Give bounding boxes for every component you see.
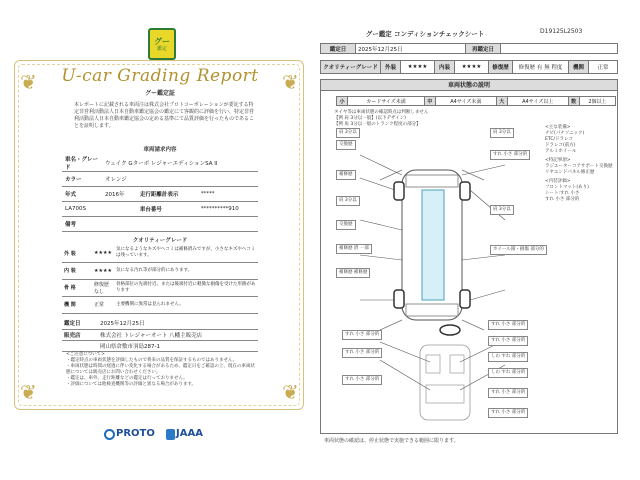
- condition-diagram-heading: 車両状態の説明: [320, 79, 618, 91]
- damage-callout: 交換歴: [336, 140, 356, 150]
- damage-callout: すれ 小さ 部分的: [488, 336, 528, 346]
- table-row: カラー オレンジ: [62, 172, 258, 187]
- report-title: U-car Grading Report: [61, 66, 259, 86]
- table-row: 備考: [62, 217, 258, 232]
- damage-callout: 補修歴 済 一部: [336, 244, 372, 254]
- callout-line: [360, 155, 402, 175]
- sheet-head-table: [320, 43, 618, 54]
- car-hood: [406, 175, 458, 187]
- seat-front-right: [450, 355, 464, 373]
- damage-callout: すれ 小さ 部分的: [488, 320, 528, 330]
- table-row: 小 カードサイズ未満 中 A4サイズ未満 大 A4サイズ以上 数 2個以上: [337, 97, 616, 106]
- damage-callout: 交換歴: [336, 220, 356, 230]
- damage-callout: すれ 小さ 部分的: [342, 348, 382, 358]
- callout-line: [360, 255, 402, 260]
- table-row: LA700S 車台番号 **********910: [62, 202, 258, 217]
- wheel-rear-right-icon: [460, 290, 470, 308]
- table-row: 機 関 正常 主要機関に異常は見られません。: [62, 296, 258, 313]
- car-roof-glass: [422, 190, 444, 300]
- seat-front-left: [426, 355, 440, 373]
- damage-callout: 肩 3分以: [336, 196, 360, 206]
- table-row: 内 装 ★★★★ 気になる汚れ等が部分的にあります。: [62, 262, 258, 279]
- damage-callout: しわ すれ 部分的: [488, 368, 528, 378]
- callout-line: [462, 165, 505, 175]
- damage-callout: 肩 3分以: [490, 205, 514, 215]
- damage-callout: しわ すれ 部分的: [488, 352, 528, 362]
- damage-callout: すれ 小さ 部分的: [490, 150, 530, 160]
- wheel-rear-left-icon: [394, 290, 404, 308]
- table-row: 鑑定日 2025年12月25日: [62, 318, 258, 329]
- table-row: 骨 格 修復歴なし 骨格部位の先端付近、または後端付近に軽微な損傷を受けた形跡があります: [62, 279, 258, 296]
- equipment-notes: <主な装備> ナビ(パナソニック) ETC/ドラレコ ドラレコ(前方) アルミホイール <特記事項> ラジエーターコアサポート交換歴 リヤエンドパネル修正歴 <内装評価> フロントマット(あり) シート:すれ 小さ すれ 小さ 部分的: [545, 125, 613, 202]
- damage-callout: ホイール錆・損傷 部分的: [490, 245, 547, 255]
- damage-callout: すれ 小さ 部分的: [342, 375, 382, 385]
- callout-line: [380, 360, 430, 390]
- appraisal-info-table: [62, 318, 258, 352]
- table-row: 年式 2016年 走行距離計表示 *****: [62, 187, 258, 202]
- damage-callout: 肩 3分以: [490, 128, 514, 138]
- goo-kantei-logo: グー 鑑定: [148, 28, 176, 60]
- proto-logo-icon: [104, 429, 115, 440]
- sheet-code: D19125L2503: [540, 28, 583, 35]
- table-row: 販売店 株式会社 トレジャーオート 八幡主販売店: [62, 329, 258, 340]
- report-intro: 本レポートに記載される車両注は株式会社プロトコーポレーションが委託する特定非営利活動法人日本自動車鑑定協会の鑑定にて客観的に評価を行い、特定非営利活動法人日本自動車鑑定協会の定める基準にて品質評価を行ったものであることを証明します。: [74, 102, 255, 129]
- damage-size-legend: [336, 96, 616, 106]
- sheet-grade-table: [320, 60, 618, 74]
- corner-ornament-icon: ❦: [20, 380, 37, 404]
- damage-callout: 肩 3分以: [336, 128, 360, 138]
- callout-line: [360, 178, 395, 190]
- sheet-title: グー鑑定 コンディションチェックシート: [365, 30, 485, 38]
- damage-callout: 補修歴 補修歴: [336, 268, 370, 278]
- vehicle-section-heading: 車両請求内容: [143, 147, 177, 153]
- quality-grade-table: [62, 245, 258, 314]
- vehicle-info-table: [62, 155, 258, 232]
- jaaa-logo-icon: [166, 429, 175, 440]
- wheel-front-left-icon: [394, 182, 404, 200]
- table-row: クオリティーグレード 外装 ★★★★ 内装 ★★★★ 修復歴 修復歴 有 無 程度 機関 正常: [321, 61, 618, 74]
- corner-ornament-icon: ❦: [282, 380, 299, 404]
- grading-report-panel: [0, 0, 318, 480]
- report-subtitle: グー鑑定証: [144, 90, 175, 97]
- steering-wheel-icon: [440, 325, 460, 335]
- quality-section-heading: クオリティーグレード: [132, 238, 188, 244]
- damage-callout: すれ 小さ 部分的: [488, 408, 528, 418]
- report-notes: <ご注意について> ・鑑定時点の車両状態を評価したもので将来の品質を保証するものではありません。 ・車両状態は時間の経過に伴い変化する場合があるため、鑑定日をご確認の上、現在の車両状態については販売店にお問い合わせください。 ・鑑定は、車外、走行距離などの鑑定は行っておりません。 ・評価については他検査機関等の評価と異なる場合があります。: [66, 352, 255, 387]
- seat-rear: [426, 385, 464, 403]
- car-interior-outline: [420, 345, 470, 420]
- corner-ornament-icon: ❦: [20, 70, 37, 94]
- diagram-legend: タイヤ等は車両状態の確認時点は判断しません 【例 肩 3分以一般】(以下デザイン) 【例 角 3分以一般のトランク程度の部分】: [334, 110, 429, 127]
- damage-callout: すれ 小さ 部分的: [488, 388, 528, 398]
- damage-callout: すれ 小さ 部分的: [342, 330, 382, 340]
- callout-line: [470, 290, 505, 300]
- damage-callout: 補修歴: [336, 170, 356, 180]
- table-row: 車名・グレード ウェイク Gターボ レジャーエディションSA II: [62, 155, 258, 172]
- table-row: 外 装 ★★★★ 気になるようなキズやヘコミは補修済みですが、小さなキズやヘコミは残っています。: [62, 245, 258, 262]
- wheel-front-right-icon: [460, 182, 470, 200]
- callout-line: [462, 255, 505, 260]
- callout-line: [360, 220, 402, 230]
- table-row: 岡山県倉敷市羽島287-1: [62, 340, 258, 351]
- car-trunk: [406, 304, 458, 316]
- callout-line: [380, 342, 430, 362]
- proto-brand: PROTO: [116, 428, 155, 439]
- table-row: 鑑定日 2025年12月25日 再鑑定日: [321, 44, 618, 54]
- corner-ornament-icon: ❦: [282, 70, 299, 94]
- jaaa-brand: JAAA: [176, 428, 203, 439]
- sheet-footer-note: 車両状態の確認は、停止状態で実施できる範囲に限ります。: [324, 438, 459, 444]
